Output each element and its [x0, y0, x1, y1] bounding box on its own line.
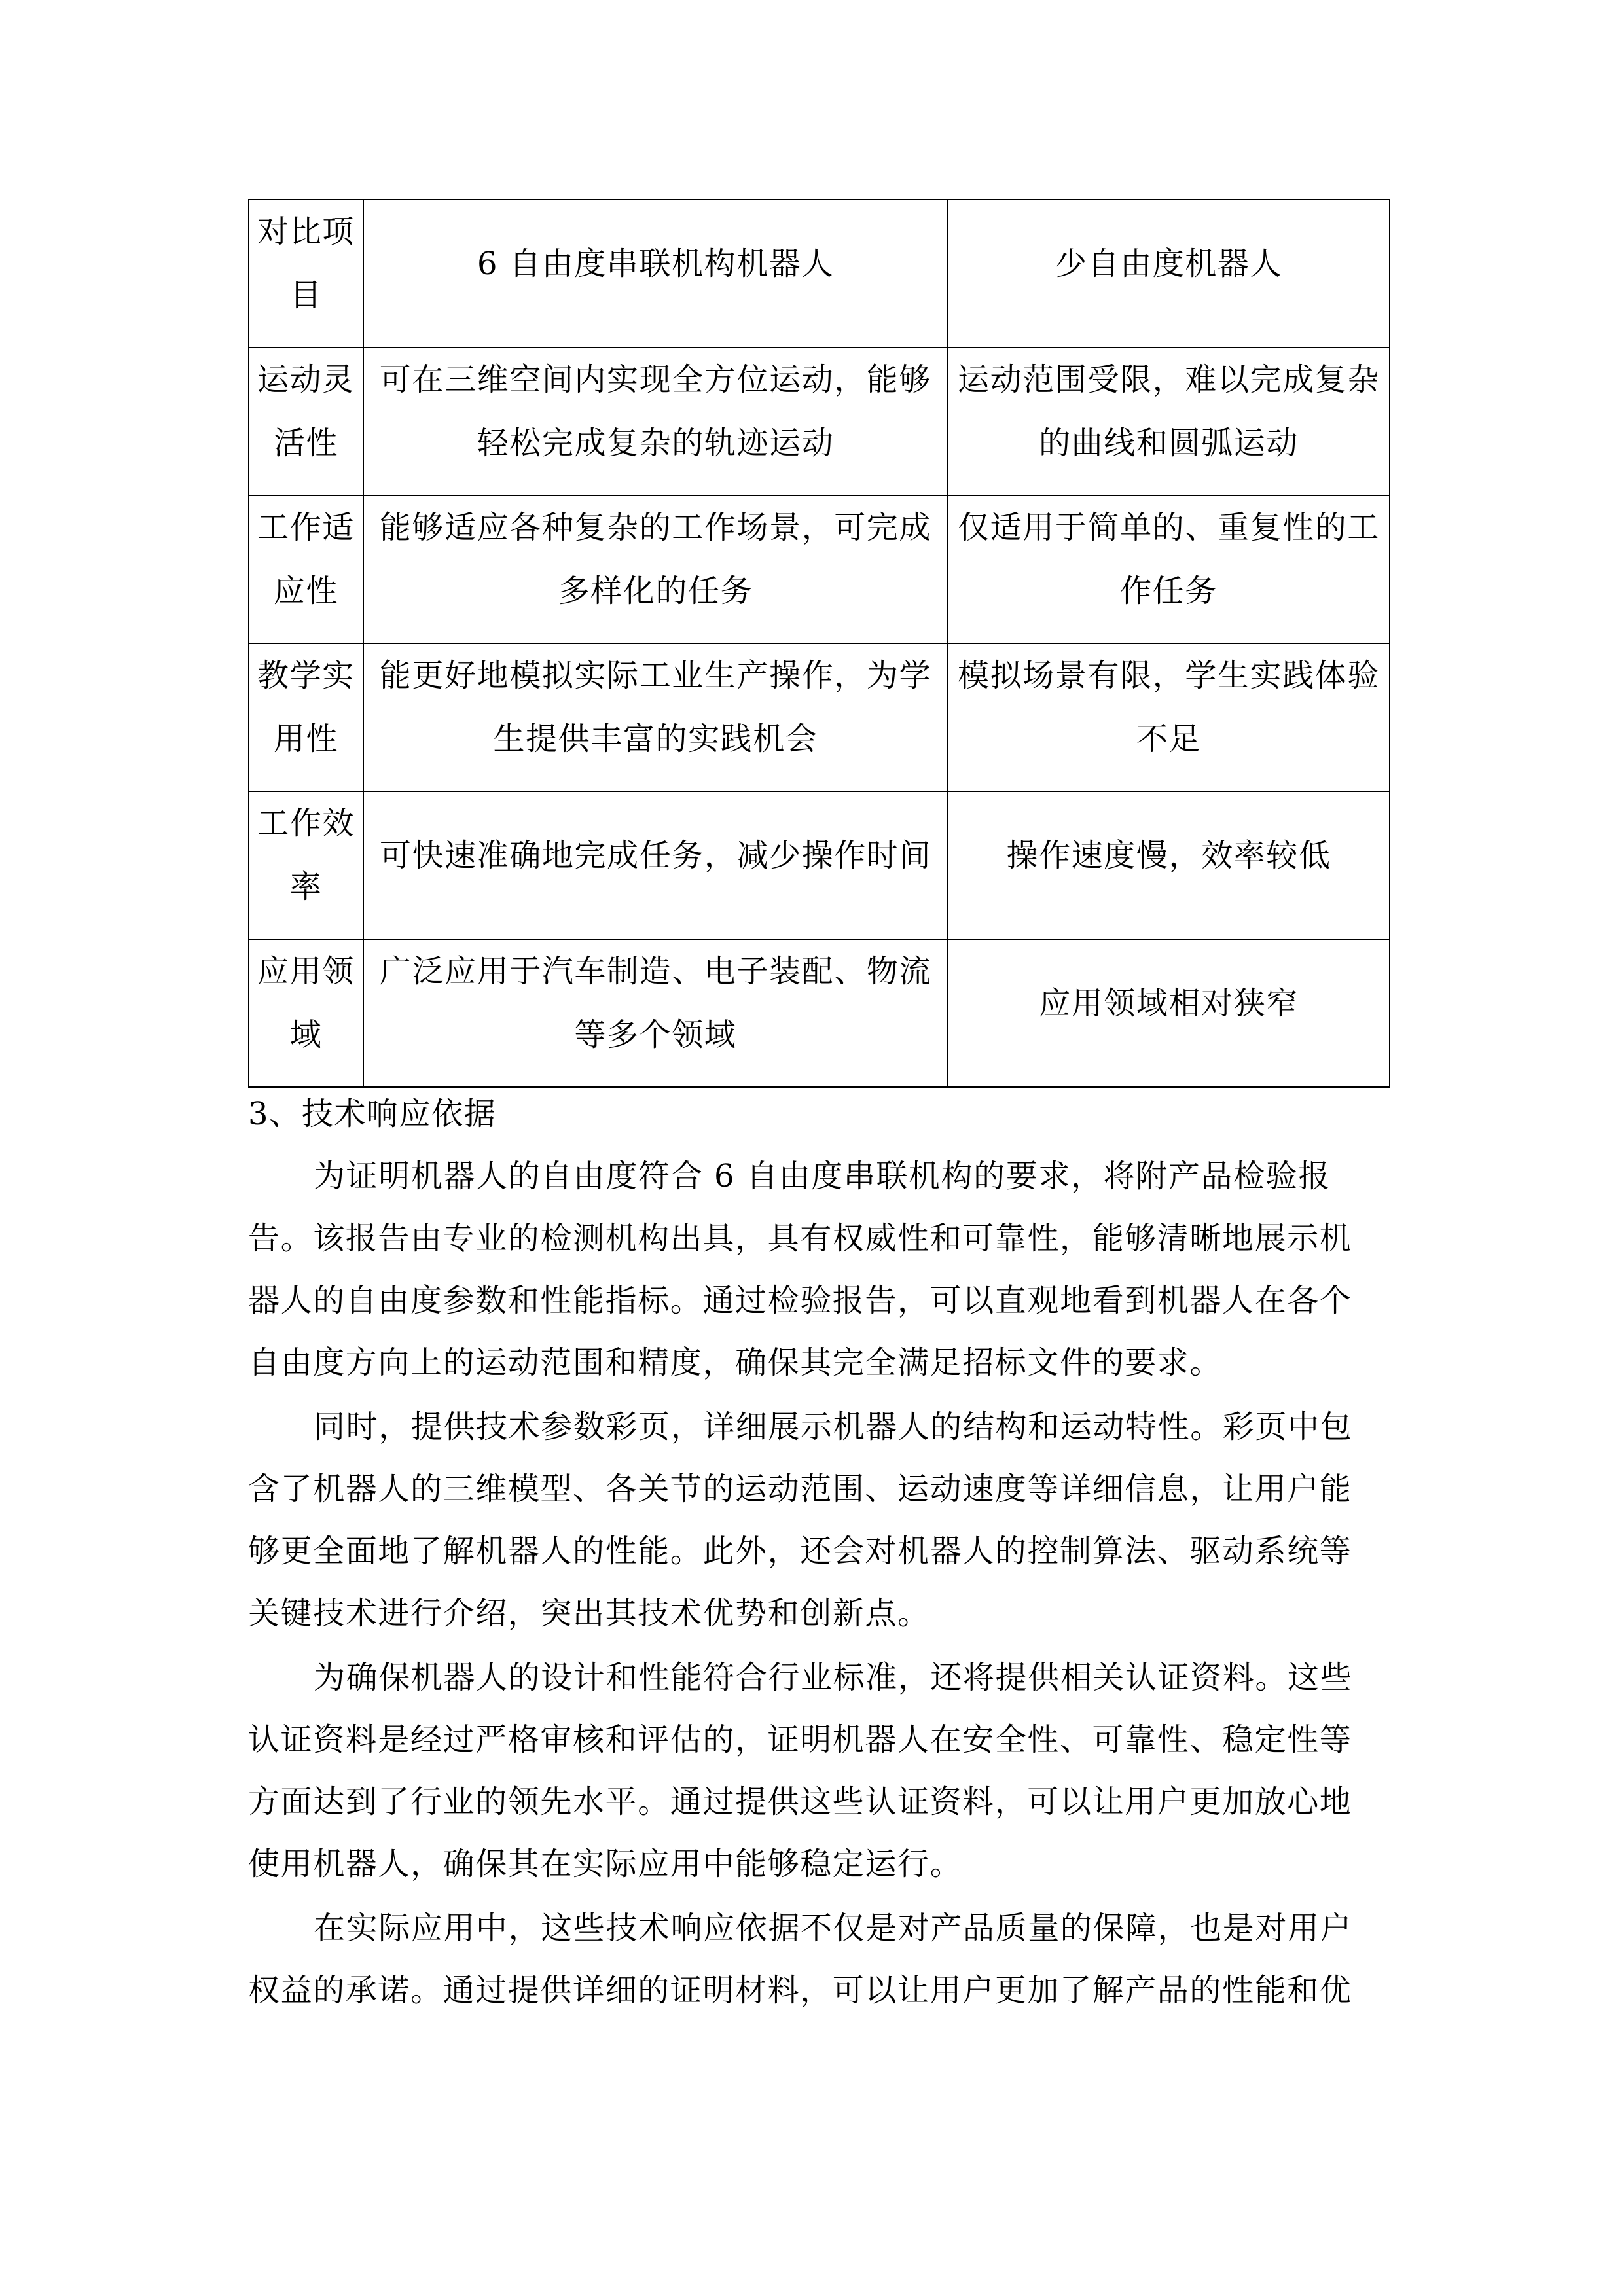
- cell-text-line: 活性: [273, 425, 339, 461]
- section-body: [248, 1083, 1400, 2024]
- cell-text-line: 可快速准确地完成任务，减少操作时间: [379, 836, 932, 874]
- cell-text-line: 少自由度机器人: [1055, 245, 1283, 282]
- cell-item: [249, 495, 363, 643]
- cell-text-line: 目: [289, 277, 323, 314]
- cell-text-line: 应用领: [257, 953, 355, 990]
- paragraph-line: 关键技术进行介绍，突出其技术优势和创新点。: [248, 1595, 930, 1632]
- paragraph-line: 器人的自由度参数和性能指标。通过检验报告，可以直观地看到机器人在各个: [248, 1282, 1352, 1319]
- paragraph: [248, 1396, 1400, 1645]
- cell-few-dof: [948, 643, 1390, 791]
- table-header-row: [249, 200, 1390, 348]
- cell-text-line: 对比项: [257, 213, 355, 250]
- cell-text-line: 域: [289, 1016, 323, 1053]
- cell-text-line: 等多个领域: [574, 1016, 737, 1053]
- paragraph-line: 够更全面地了解机器人的性能。此外，还会对机器人的控制算法、驱动系统等: [248, 1533, 1352, 1570]
- paragraph-line: 权益的承诺。通过提供详细的证明材料，可以让用户更加了解产品的性能和优: [248, 1972, 1352, 2009]
- paragraph-line: 为证明机器人的自由度符合 6 自由度串联机构的要求，将附产品检验报: [314, 1158, 1331, 1194]
- cell-text-line: 广泛应用于汽车制造、电子装配、物流: [379, 953, 932, 990]
- cell-text-line: 可在三维空间内实现全方位运动，能够: [379, 361, 932, 398]
- paragraph-line: 方面达到了行业的领先水平。通过提供这些认证资料，可以让用户更加放心地: [248, 1784, 1352, 1820]
- cell-text-line: 不足: [1136, 721, 1202, 757]
- cell-text-line: 用性: [273, 721, 339, 757]
- paragraph-line: 自由度方向上的运动范围和精度，确保其完全满足招标文件的要求。: [248, 1344, 1223, 1381]
- paragraph-line: 使用机器人，确保其在实际应用中能够稳定运行。: [248, 1846, 963, 1882]
- cell-text-line: 6 自由度串联机构机器人: [477, 245, 834, 282]
- cell-text-line: 运动范围受限，难以完成复杂: [958, 361, 1380, 398]
- cell-six-dof: [363, 791, 948, 939]
- table-row: [249, 348, 1390, 495]
- cell-item: [249, 200, 363, 348]
- section-heading: 3、技术响应依据: [248, 1096, 497, 1132]
- cell-item: [249, 791, 363, 939]
- cell-text-line: 教学实: [257, 657, 355, 694]
- cell-item: [249, 939, 363, 1087]
- cell-item: [249, 643, 363, 791]
- cell-six-dof: [363, 643, 948, 791]
- paragraph-line: 含了机器人的三维模型、各关节的运动范围、运动速度等详细信息，让用户能: [248, 1471, 1352, 1507]
- cell-few-dof: [948, 791, 1390, 939]
- table-row: [249, 939, 1390, 1087]
- cell-text-line: 应性: [273, 573, 339, 609]
- comparison-table: [248, 199, 1390, 1088]
- paragraph: [248, 1897, 1400, 2022]
- cell-text-line: 操作速度慢，效率较低: [1006, 836, 1331, 874]
- cell-few-dof: [948, 939, 1390, 1087]
- cell-text-line: 作任务: [1120, 573, 1218, 609]
- paragraph-line: 为确保机器人的设计和性能符合行业标准，还将提供相关认证资料。这些: [314, 1659, 1353, 1696]
- cell-text-line: 工作效: [257, 805, 355, 842]
- cell-text-line: 能够适应各种复杂的工作场景，可完成: [379, 509, 932, 546]
- cell-few-dof: [948, 200, 1390, 348]
- cell-item: [249, 348, 363, 495]
- cell-text-line: 仅适用于简单的、重复性的工: [958, 509, 1380, 546]
- paragraphs: [248, 1145, 1400, 2022]
- cell-text-line: 率: [289, 869, 323, 905]
- cell-text-line: 轻松完成复杂的轨迹运动: [477, 425, 835, 461]
- cell-six-dof: [363, 348, 948, 495]
- cell-text-line: 的曲线和圆弧运动: [1039, 425, 1299, 461]
- paragraph-line: 在实际应用中，这些技术响应依据不仅是对产品质量的保障，也是对用户: [314, 1910, 1353, 1946]
- cell-six-dof: [363, 939, 948, 1087]
- cell-six-dof: [363, 200, 948, 348]
- paragraph: [248, 1647, 1400, 1895]
- cell-few-dof: [948, 348, 1390, 495]
- cell-text-line: 运动灵: [257, 361, 355, 398]
- cell-text-line: 模拟场景有限，学生实践体验: [958, 657, 1380, 694]
- paragraph-line: 同时，提供技术参数彩页，详细展示机器人的结构和运动特性。彩页中包: [314, 1408, 1353, 1445]
- table-row: [249, 495, 1390, 643]
- cell-six-dof: [363, 495, 948, 643]
- paragraph-line: 认证资料是经过严格审核和评估的，证明机器人在安全性、可靠性、稳定性等: [248, 1721, 1352, 1758]
- table-row: [249, 791, 1390, 939]
- cell-text-line: 应用领域相对狭窄: [1039, 984, 1299, 1022]
- paragraph: [248, 1145, 1400, 1394]
- cell-text-line: 多样化的任务: [558, 573, 753, 609]
- comparison-table-body: [249, 200, 1390, 1087]
- cell-few-dof: [948, 495, 1390, 643]
- paragraph-line: 告。该报告由专业的检测机构出具，具有权威性和可靠性，能够清晰地展示机: [248, 1220, 1352, 1257]
- cell-text-line: 能更好地模拟实际工业生产操作，为学: [379, 657, 932, 694]
- cell-text-line: 生提供丰富的实践机会: [493, 721, 818, 757]
- table-row: [249, 643, 1390, 791]
- cell-text-line: 工作适: [257, 509, 355, 546]
